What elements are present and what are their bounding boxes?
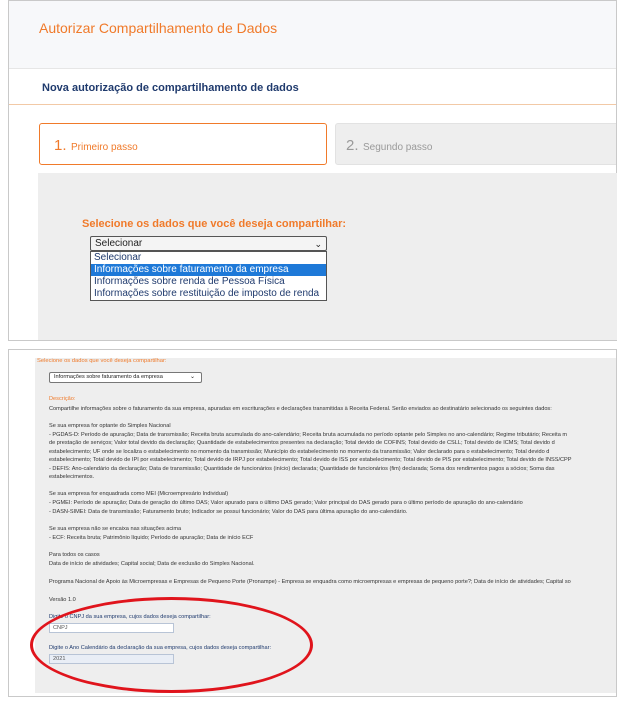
year-label: Digite o Ano Calendário da declaração da sua empresa, cujos dados deseja compartilhar: bbox=[49, 645, 272, 651]
page-header bbox=[9, 1, 616, 69]
cnpj-label: Digite o CNPJ da sua empresa, cujos dados deseja compartilhar: bbox=[49, 614, 211, 620]
all-heading: Para todos os casos bbox=[49, 552, 100, 558]
data-type-select[interactable] bbox=[49, 372, 202, 383]
simples-line: estabelecimento; Total devido de IPI por estabelecimento; Total devido de IRPJ por estabelecimento; Total devido de ISS por estabelecimento; Total devido de PIS por estabelecimento; Total devido de INSS/CPP bbox=[49, 457, 572, 463]
simples-line: - DEFIS: Ano-calendário da declaração; Data de transmissão; Quantidade de funcionários (início) declarada; Quantidade de funcionários (fim) declarada; Soma dos rendimentos pagos a sócios; Soma das bbox=[49, 466, 555, 472]
divider bbox=[9, 104, 616, 105]
mei-line: - PGMEI: Período de apuração; Data de geração do último DAS; Valor apurado para o último DAS gerado; Valor principal do DAS gerado para o último período de apuração do ano-calendário bbox=[49, 500, 523, 506]
data-type-dropdown bbox=[90, 251, 327, 301]
select-value: Selecionar bbox=[95, 238, 143, 249]
step-first[interactable] bbox=[39, 123, 327, 165]
data-type-select[interactable] bbox=[90, 236, 327, 251]
select-data-title: Selecione os dados que você deseja compartilhar: bbox=[82, 218, 347, 230]
other-heading: Se sua empresa não se encaixa nas situações acima bbox=[49, 526, 182, 532]
simples-line: estabelecimentos. bbox=[49, 474, 95, 480]
dropdown-option[interactable]: Informações sobre restituição de imposto de renda bbox=[94, 288, 320, 299]
mei-heading: Se sua empresa for enquadrada como MEI (Microempresário Individual) bbox=[49, 491, 229, 497]
step2-number: 2. bbox=[346, 137, 359, 154]
step2-label: Segundo passo bbox=[362, 142, 433, 153]
description-label: Descrição: bbox=[49, 396, 76, 402]
dropdown-option[interactable]: Informações sobre renda de Pessoa Física bbox=[94, 276, 285, 287]
mei-line: - DASN-SIMEI: Data de transmissão; Faturamento bruto; Indicador se possui funcionário; Valor do DAS para última apuração do ano-calendário. bbox=[49, 509, 408, 515]
step1-label: Primeiro passo bbox=[70, 142, 138, 153]
step-second[interactable] bbox=[335, 123, 617, 165]
simples-line: estabelecimento; UF onde se localiza o estabelecimento no momento da transmissão; Município do estabelecimento no momento da transmissão; Valor declarado para o estabelecimento; Total devido d bbox=[49, 449, 550, 455]
version-text: Versão 1.0 bbox=[49, 597, 76, 603]
select-value: Informações sobre faturamento da empresa bbox=[54, 374, 163, 380]
simples-heading: Se sua empresa for optante do Simples Nacional bbox=[49, 423, 171, 429]
step1-number: 1. bbox=[54, 137, 67, 154]
pronampe-text: Programa Nacional de Apoio às Microempresas e Empresas de Pequeno Porte (Pronampe) - Empresa se enquadra como microempresas e empresas de pequeno porte?; Data de início de atividades; Capital so bbox=[49, 579, 571, 585]
year-value: 2021 bbox=[53, 656, 66, 662]
all-line: Data de início de atividades; Capital social; Data de exclusão do Simples Nacional. bbox=[49, 561, 255, 567]
chevron-down-icon: ⌄ bbox=[314, 239, 322, 249]
chevron-down-icon: ⌄ bbox=[189, 374, 195, 380]
cnpj-placeholder: CNPJ bbox=[53, 625, 68, 631]
section-subtitle: Nova autorização de compartilhamento de dados bbox=[42, 82, 299, 94]
simples-line: - PGDAS-D: Período de apuração; Data de transmissão; Receita bruta acumulada do ano-calendário; Receita bruta acumulada no período optante pelo Simples no ano-calendário; Regime tributário; Receita m bbox=[49, 432, 568, 438]
select-data-title: Selecione os dados que você deseja compartilhar: bbox=[37, 358, 167, 364]
page-title: Autorizar Compartilhamento de Dados bbox=[39, 20, 278, 36]
description-text: Compartilhe informações sobre o faturamento da sua empresa, apuradas em escriturações e declarações transmitidas à Receita Federal. Serão enviados ao destinatário selecionado os seguintes dados: bbox=[49, 406, 552, 412]
simples-line: de prestação de serviços; Valor total devido da declaração; Quantidade de estabelecimentos presentes na declaração; Total devido de COFINS; Total devido de CSLL; Total devido de ICMS; Total devido d bbox=[49, 440, 555, 446]
dropdown-option-highlighted[interactable]: Informações sobre faturamento da empresa bbox=[91, 264, 326, 276]
red-highlight-circle bbox=[30, 597, 313, 693]
other-line: - ECF: Receita bruta; Patrimônio líquido; Período de apuração; Data de início ECF bbox=[49, 535, 254, 541]
dropdown-option[interactable]: Selecionar bbox=[94, 252, 142, 263]
